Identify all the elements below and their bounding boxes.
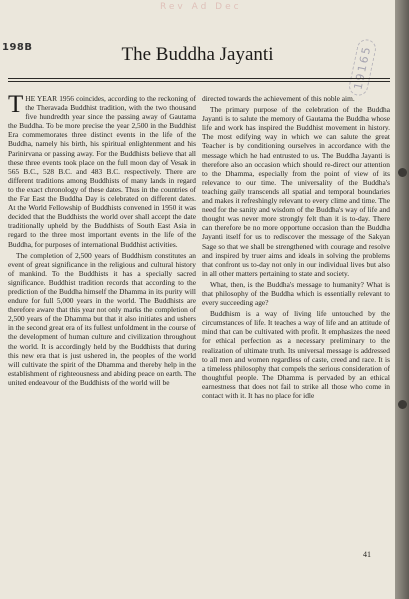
drop-cap: T <box>8 91 24 118</box>
left-column <box>8 91 196 402</box>
page-edge-shadow <box>395 0 409 599</box>
margin-tag: 198B <box>2 42 33 53</box>
paragraph: directed towards the achievement of this noble aim. <box>202 94 355 103</box>
paragraph: What, then, is the Buddha's message to humanity? What is that philosophy of the Buddha which is essentially relevant to every succeeding age? <box>202 279 390 308</box>
punch-hole <box>398 168 407 177</box>
article-title: The Buddha Jayanti <box>121 44 274 65</box>
page-number: 41 <box>363 550 371 559</box>
right-column <box>202 94 390 402</box>
paragraph: THE YEAR 1956 coincides, according to the reckoning of the Theravada Buddhist tradition, with the two thousand five hundredth year since the passing away of Gautama the Buddha. To be more precise the year 2,500 in the Buddhist Era commemorates three distinct events in the life of the Buddha, namely his birth, his spiritual enlightenment and his Parinirvana or passing away. For the Buddhists believe that all these three events took place on the full moon day of Vesak in 565 B.C., 528 B.C. and 483 B.C. respectively. There are different traditions among Buddhists of many lands in regard to the exact chronology of these dates. Thus in the countries of the Far East the Buddha Day is celebrated on different dates. At the World Fellowship of Buddhists convened in 1950 it was decided that the Buddhists the world over shall accept the date traditionally upheld by the Buddhists of South East Asia in regard to the three most important events in the life of the Buddha, for purposes of international Buddhist activities. <box>8 91 196 249</box>
title-rule-bottom <box>8 81 390 82</box>
punch-hole <box>398 400 407 409</box>
title-rule-top <box>8 78 390 79</box>
reference-stamp: 19165 <box>347 38 377 98</box>
article-body <box>8 91 390 402</box>
paragraph: The completion of 2,500 years of Buddhism constitutes an event of great significance in the religious and cultural history of mankind. To the Buddhists it has a specially sacred significance. Buddhist tradition records that according to the prediction of the Buddha himself the Dhamma in its purity will endure for full 5,000 years in the world. The Buddhists are therefore aware that this year not only marks the completion of 2,500 years of the Dhamma but that it also initiates and ushers in the second great era of its fullest unfoldment in the course of the development of human culture and civilization throughout the world. It is accordingly held by the Buddhists that during this new era that is just ushered in, the peoples of the world will cultivate the spirit of the Dhamma and thereby help in the establishment of righteousness and abiding peace on earth. The united endeavour of the Buddhists of the world will be <box>8 250 196 387</box>
paragraph: The primary purpose of the celebration of the Buddha Jayanti is to salute the memory of Gautama the Buddha whose life and work has inspired the Buddhist movement in history. The most edifying way in which we can salute the great Teacher is by conditioning ourselves in accordance with the message which he had entrusted to us. The Buddha Jayanti is therefore also an occasion which should re-direct our attention to the Dhamma, especially from the point of view of its relevance to our time. The universality of the Buddha's teaching gaily transcends all spatial and temporal boundaries and makes it refreshingly relevant to every clime and time. The need for the sanity and wisdom of the Buddha's way of life and thought was never more strongly felt than it is to-day. There can therefore be no more opportune occasion than the Buddha Jayanti itself for us to rediscover the message of the Sakyan Sage so that we shall be strengthened with courage and resolve and inspired by truer aims and ideals in solving the problems that confront us to-day not only in our individual lives but also in all other matters pertaining to state and society. <box>202 105 390 278</box>
paragraph: Buddhism is a way of living life untouched by the circumstances of life. It teaches a way of life and an attitude of mind that can be cultivated with profit. It emphasizes the need for ethical perfection as a necessary preliminary to the realization of ultimate truth. Its universal message is addressed to all men and women regardless of caste, creed and race. It is a timeless philosophy that compels the serious consideration of thoughtful people. The Dhamma is pervaded by an ethical earnestness that does not fail to strike all those who come in contact with it. It has no place for idle <box>202 309 390 400</box>
faint-stamp: Rev Ad Dec <box>160 2 242 12</box>
